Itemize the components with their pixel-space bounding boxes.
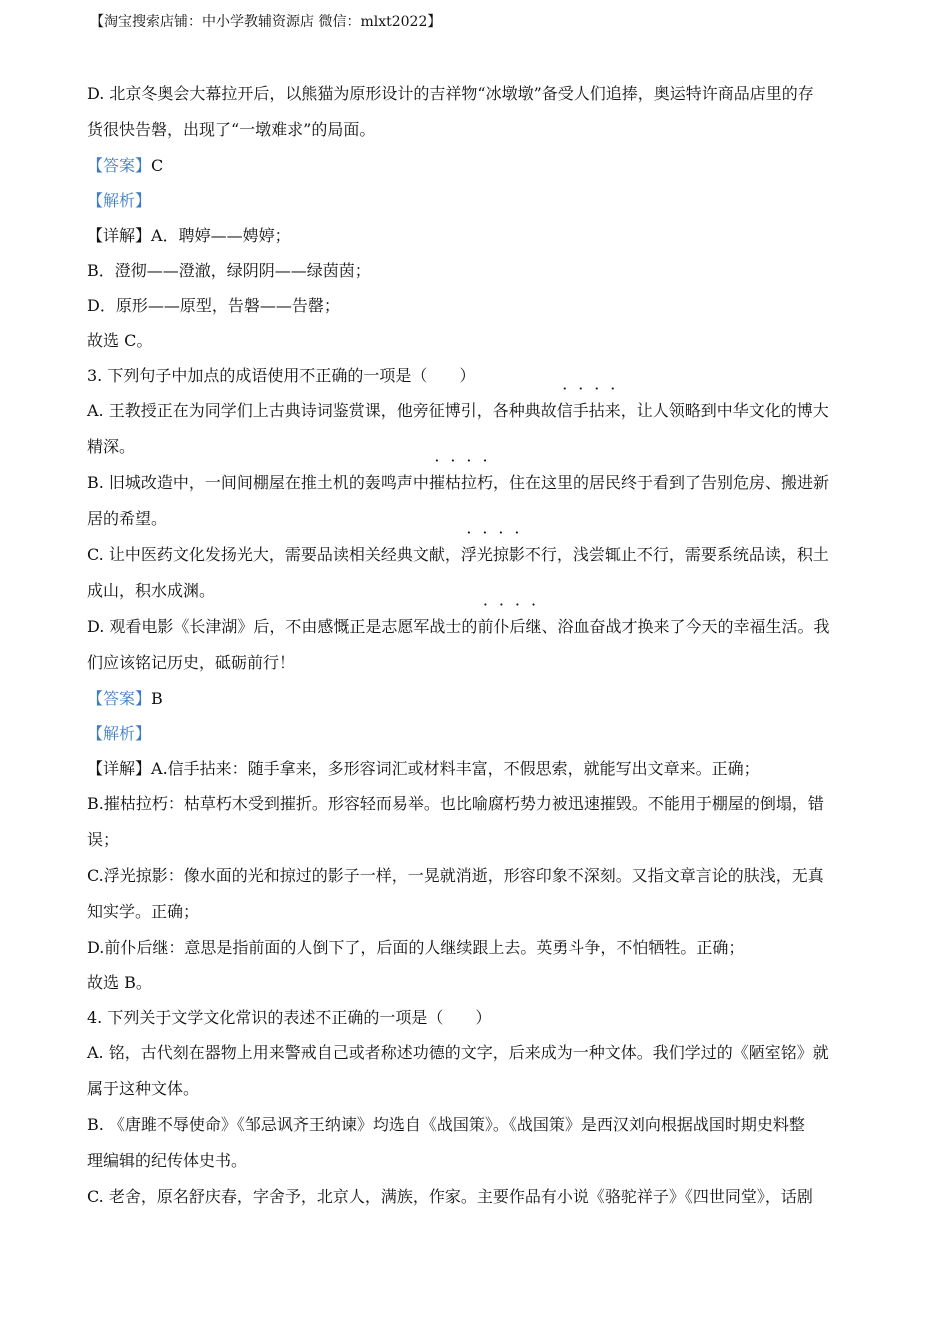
q4-option-a-line2: 属于这种文体。 [87, 1079, 200, 1098]
text: C. 让中医药文化发扬光大，需要品读相关经典文献， [87, 545, 461, 564]
dotted-char: 枯 [444, 473, 461, 492]
q3-option-a-line1 [87, 393, 863, 429]
answer-value: C [151, 156, 164, 175]
q3-detail-c-line1: C.浮光掠影：像水面的光和掠过的影子一样，一晃就消逝，形容印象不深刻。又指文章言论的肤浅，无真 [87, 866, 824, 885]
answer-tag: 【答案】 [87, 156, 152, 175]
dotted-char: 前 [477, 617, 494, 636]
q3-conclusion: 故选 B。 [87, 973, 152, 992]
dotted-idiom-c [461, 545, 525, 564]
dotted-char: 拈 [588, 401, 605, 420]
q2-detail-d: D．原形——原型，告磐——告罄； [87, 296, 340, 315]
dotted-char: 掠 [492, 545, 509, 564]
q2-option-d-line1: D. 北京冬奥会大幕拉开后，以熊猫为原形设计的吉祥物“冰墩墩”备受人们追捧，奥运特许商品店里的存 [87, 84, 814, 103]
answer-value: B [151, 689, 163, 708]
q2-answer [87, 148, 863, 183]
q3-answer [87, 681, 863, 716]
dotted-char: 摧 [428, 473, 445, 492]
q4-option-b-line2: 理编辑的纪传体史书。 [87, 1151, 248, 1170]
q3-detail-a [87, 751, 863, 786]
detail-text: A．聘婷——娉婷； [151, 226, 291, 245]
dotted-idiom-a [557, 401, 621, 420]
dotted-char: 光 [476, 545, 493, 564]
dotted-char: 来 [604, 401, 621, 420]
q4-stem: 4. 下列关于文学文化常识的表述不正确的一项是（ ） [87, 1008, 492, 1027]
text: D. 观看电影《长津湖》后，不由感慨正是志愿军战士的 [87, 617, 478, 636]
q3-analysis-tag: 【解析】 [87, 724, 152, 743]
q3-option-a-line2: 精深。 [87, 437, 136, 456]
q3-option-b-line1 [87, 465, 863, 501]
detail-tag: 【详解】 [87, 759, 152, 778]
dotted-char: 手 [572, 401, 589, 420]
dotted-idiom-b [429, 473, 493, 492]
q3-option-b-line2: 居的希望。 [87, 509, 168, 528]
q3-detail-b-line1: B.摧枯拉朽：枯草朽木受到摧折。形容轻而易举。也比喻腐朽势力被迅速摧毁。不能用于棚屋的倒塌，错 [87, 794, 824, 813]
q3-option-d-line1 [87, 609, 863, 645]
detail-text: A.信手拈来：随手拿来，多形容词汇或材料丰富，不假思索，就能写出文章来。正确； [151, 759, 760, 778]
q3-detail-d: D.前仆后继：意思是指前面的人倒下了，后面的人继续跟上去。英勇斗争，不怕牺牲。正确； [87, 938, 745, 957]
q3-stem: 3. 下列句子中加点的成语使用不正确的一项是（ ） [87, 366, 476, 385]
q3-detail-c-line2: 知实学。正确； [87, 902, 200, 921]
answer-tag: 【答案】 [87, 689, 152, 708]
text: 、浴血奋战才换来了今天的幸福生活。我 [541, 617, 830, 636]
q3-option-c-line1 [87, 537, 863, 573]
text: ，让人领略到中华文化的博大 [620, 401, 829, 420]
q3-option-d-line2: 们应该铭记历史，砥砺前行！ [87, 653, 296, 672]
dotted-char: 后 [509, 617, 526, 636]
q2-detail-a [87, 218, 863, 253]
document-body [87, 76, 863, 1215]
q4-option-b-line1: B. 《唐雎不辱使命》《邹忌讽齐王纳谏》均选自《战国策》。《战国策》是西汉刘向根据战国时期史料整 [87, 1115, 805, 1134]
q2-analysis-tag: 【解析】 [87, 191, 152, 210]
q2-conclusion: 故选 C。 [87, 331, 153, 350]
dotted-char: 信 [556, 401, 573, 420]
q3-detail-b-line2: 误； [87, 830, 120, 849]
dotted-char: 朽 [476, 473, 493, 492]
dotted-char: 仆 [493, 617, 510, 636]
text: A. 王教授正在为同学们上古典诗词鉴赏课，他旁征博引，各种典故 [87, 401, 557, 420]
dotted-char: 继 [525, 617, 542, 636]
q4-option-c-line1: C. 老舍，原名舒庆春，字舍予，北京人，满族，作家。主要作品有小说《骆驼祥子》《四世同堂》，话剧 [87, 1187, 813, 1206]
text: B. 旧城改造中，一间间棚屋在推土机的轰鸣声中 [87, 473, 429, 492]
dotted-char: 浮 [460, 545, 477, 564]
dotted-char: 影 [508, 545, 525, 564]
dotted-idiom-d [477, 617, 541, 636]
q4-option-a-line1: A. 铭，古代刻在器物上用来警戒自己或者称述功德的文字，后来成为一种文体。我们学过的《陋室铭》就 [87, 1043, 829, 1062]
detail-tag: 【详解】 [87, 226, 152, 245]
q2-option-d-line2: 货很快告磐，出现了“一墩难求”的局面。 [87, 120, 376, 139]
q2-detail-b: B．澄彻——澄澈，绿阴阴——绿茵茵； [87, 261, 371, 280]
page-header: 【淘宝搜索店铺：中小学教辅资源店 微信：mlxt2022】 [90, 14, 442, 30]
q3-option-c-line2: 成山，积水成渊。 [87, 581, 216, 600]
text: ，住在这里的居民终于看到了告别危房、搬进新 [493, 473, 830, 492]
dotted-char: 拉 [460, 473, 477, 492]
text: 不行，浅尝辄止不行，需要系统品读，积土 [524, 545, 829, 564]
